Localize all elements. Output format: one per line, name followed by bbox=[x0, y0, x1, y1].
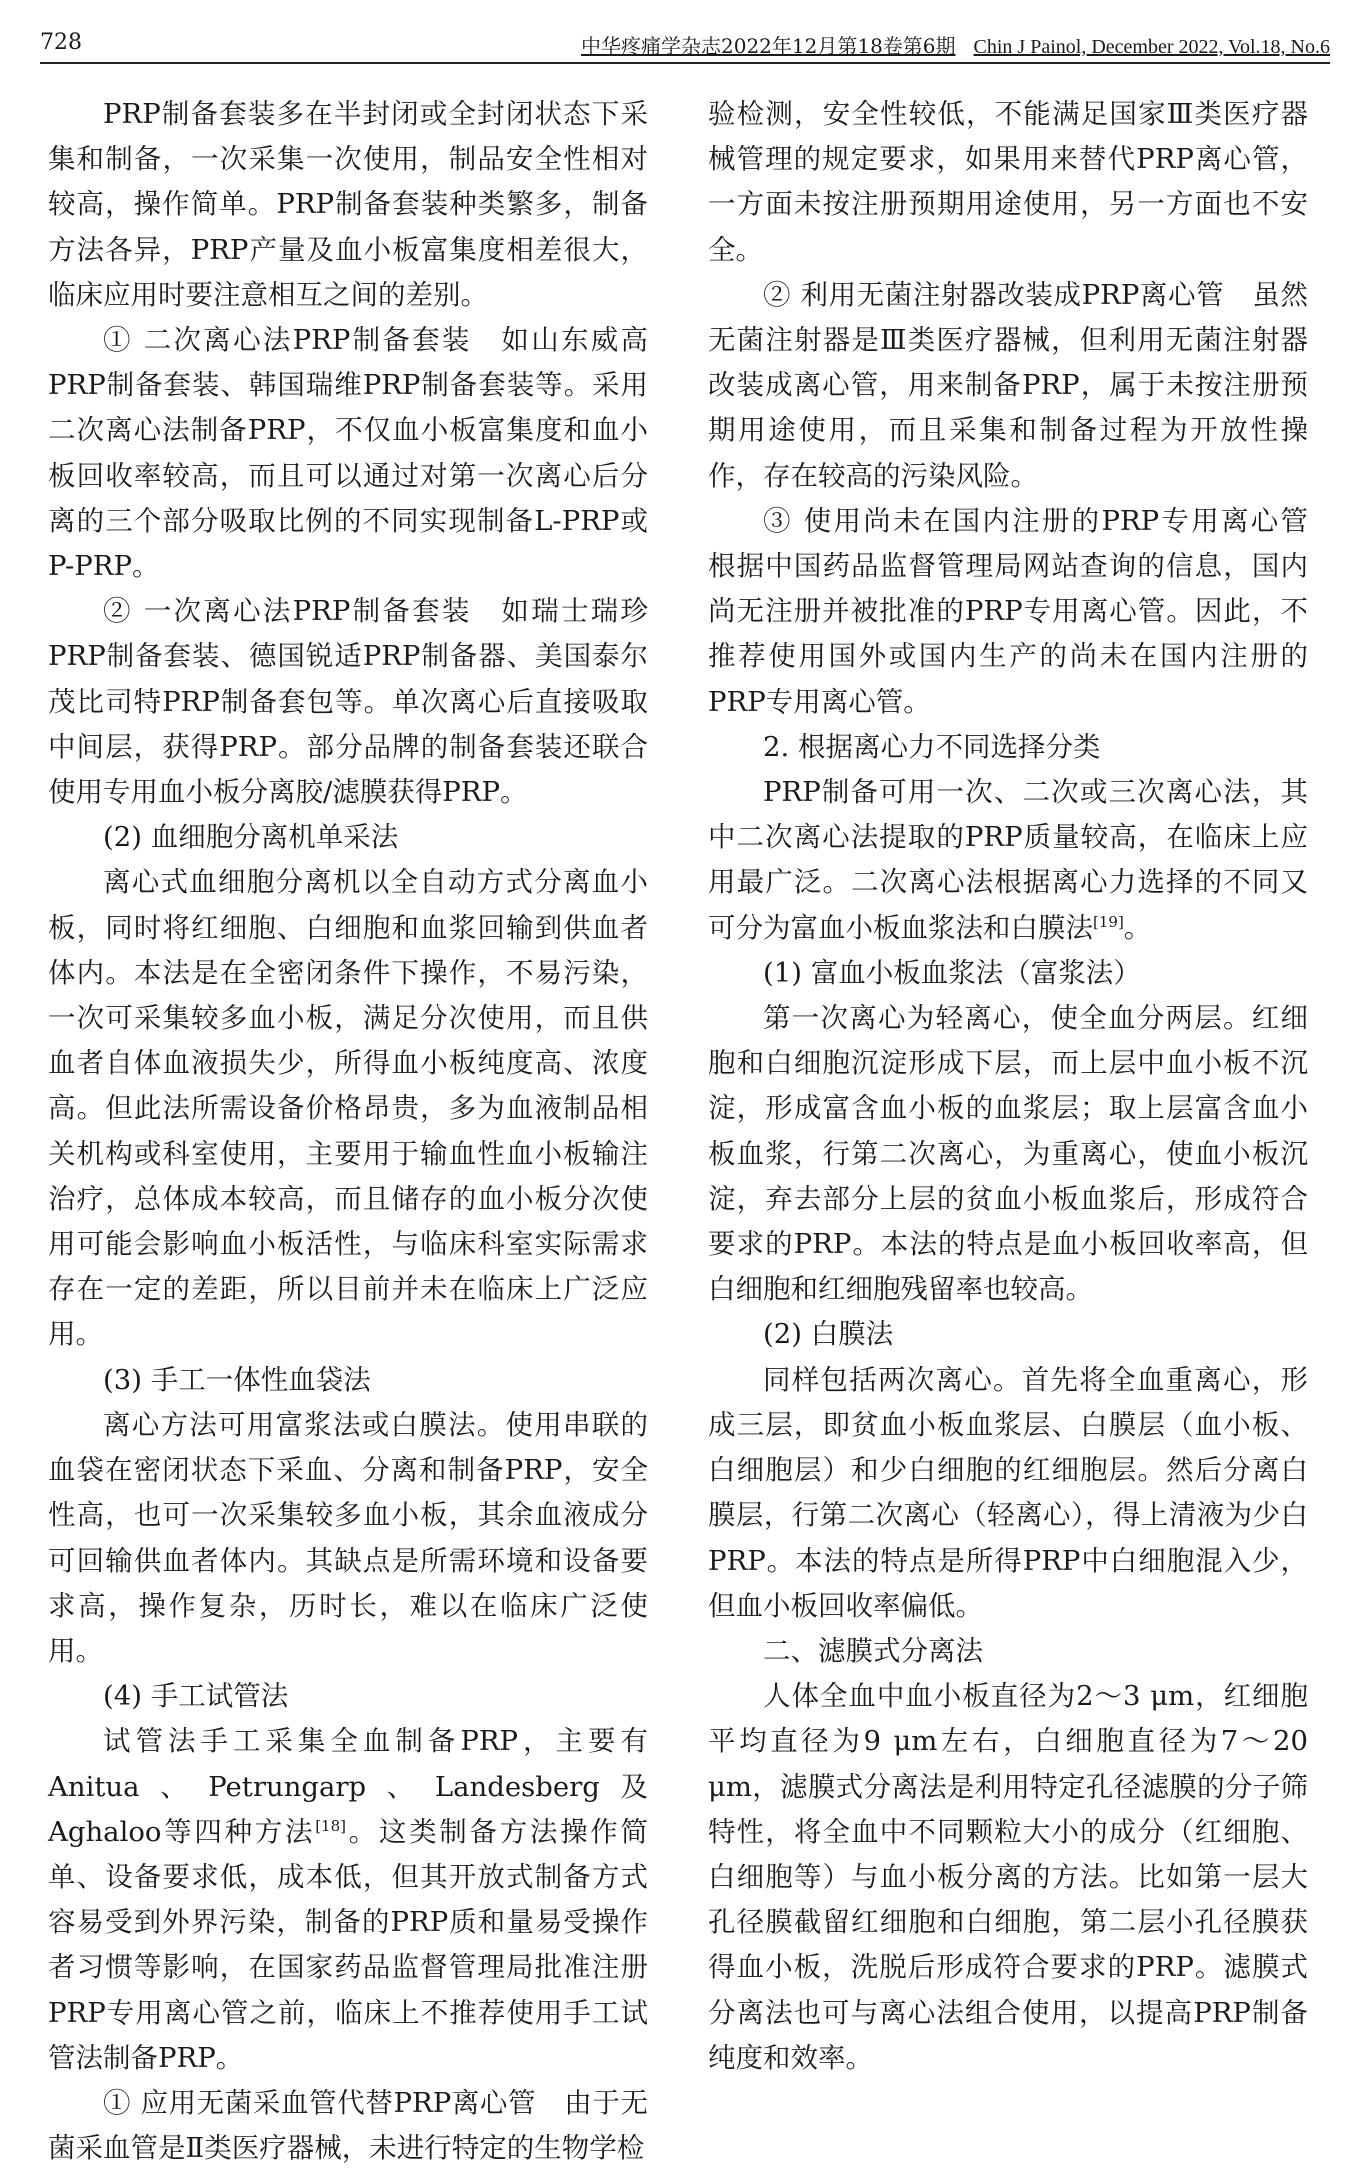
paragraph-filter-method: 人体全血中血小板直径为2～3 μm，红细胞平均直径为9 μm左右，白细胞直径为7～20 μm，滤膜式分离法是利用特定孔径滤膜的分子筛特性，将全血中不同颗粒大小的成分（红细胞、白细胞等）与血小板分离的方法。比如第一层大孔径膜截留红细胞和白细胞，第二层小孔径膜获得血小板，洗脱后形成符合要求的PRP。滤膜式分离法也可与离心法组合使用，以提高PRP制备纯度和效率。 bbox=[708, 1680, 1308, 2074]
paragraph-two-spin-kit: ① 二次离心法PRP制备套装 如山东威高PRP制备套装、韩国瑞维PRP制备套装等。采用二次离心法制备PRP，不仅血小板富集度和血小板回收率较高，而且可以通过对第一次离心后分离的三个部分吸取比例的不同实现制备L-PRP或P-PRP。 bbox=[48, 324, 648, 583]
paragraph-buffy-coat: 同样包括两次离心。首先将全血重离心，形成三层，即贫血小板血浆层、白膜层（血小板、白细胞层）和少白细胞的红细胞层。然后分离白膜层，行第二次离心（轻离心），得上清液为少白PRP。本法的特点是所得PRP中白细胞混入少，但血小板回收率偏低。 bbox=[708, 1363, 1308, 1622]
paragraph-sterile-tube: ① 应用无菌采血管代替PRP离心管 由于无菌采血管是Ⅱ类医疗器械，未进行特定的生物学检 bbox=[48, 2086, 648, 2165]
paragraph-centrifugal-force: PRP制备可用一次、二次或三次离心法，其中二次离心法提取的PRP质量较高，在临床上应用最广泛。二次离心法根据离心力选择的不同又可分为富血小板血浆法和白膜法[19]。 bbox=[708, 776, 1308, 944]
paragraph-unregistered-tube: ③ 使用尚未在国内注册的PRP专用离心管 根据中国药品监督管理局网站查询的信息，国内尚无注册并被批准的PRP专用离心管。因此，不推荐使用国外或国内生产的尚未在国内注册的PRP专用离心管。 bbox=[708, 504, 1336, 718]
paragraph-syringe: ② 利用无菌注射器改装成PRP离心管 虽然无菌注射器是Ⅲ类医疗器械，但利用无菌注射器改装成离心管，用来制备PRP，属于未按注册预期用途使用，而且采集和制备过程为开放性操作，存在较高的污染风险。 bbox=[708, 278, 1308, 492]
journal-name-cn: 中华疼痛学杂志2022年12月第18卷第6期 bbox=[581, 34, 956, 58]
citation-ref-19: [19] bbox=[1093, 912, 1124, 931]
paragraph-one-spin-kit: ② 一次离心法PRP制备套装 如瑞士瑞珍PRP制备套装、德国锐适PRP制备器、美国泰尔茂比司特PRP制备套包等。单次离心后直接吸取中间层，获得PRP。部分品牌的制备套装还联合使用专用血小板分离胶/滤膜获得PRP。 bbox=[48, 595, 648, 809]
right-column bbox=[708, 92, 1336, 2081]
journal-citation bbox=[581, 30, 1330, 59]
paragraph-blood-bag: 离心方法可用富浆法或白膜法。使用串联的血袋在密闭状态下采血、分离和制备PRP，安全性高，也可一次采集较多血小板，其余血液成分可回输供血者体内。其缺点是所需环境和设备要求高，操作复杂，历时长，难以在临床广泛使用。 bbox=[48, 1408, 648, 1667]
paragraph-manual-tube: 试管法手工采集全血制备PRP，主要有Anitua、Petrungarp、Landesberg及Aghaloo等四种方法[18]。这类制备方法操作简单、设备要求低，成本低，但其开放式制备方式容易受到外界污染，制备的PRP质和量易受操作者习惯等影响，在国家药品监督管理局批准注册PRP专用离心管之前，临床上不推荐使用手工试管法制备PRP。 bbox=[48, 1725, 648, 2074]
heading-filter-method: 二、滤膜式分离法 bbox=[763, 1634, 983, 1667]
heading-prp-method: (1) 富血小板血浆法（富浆法） bbox=[763, 956, 1141, 989]
heading-buffy-coat: (2) 白膜法 bbox=[763, 1318, 894, 1351]
heading-manual-tube: (4) 手工试管法 bbox=[103, 1680, 289, 1713]
heading-centrifugal-force: 2. 根据离心力不同选择分类 bbox=[763, 730, 1101, 763]
running-header bbox=[40, 22, 1330, 64]
paragraph-kit-intro: PRP制备套装多在半封闭或全封闭状态下采集和制备，一次采集一次使用，制品安全性相对较高，操作简单。PRP制备套装种类繁多，制备方法各异，PRP产量及血小板富集度相差很大，临床应用时要注意相互之间的差别。 bbox=[48, 98, 648, 311]
heading-cell-separator: (2) 血细胞分离机单采法 bbox=[103, 821, 399, 854]
paragraph-prp-method: 第一次离心为轻离心，使全血分两层。红细胞和白细胞沉淀形成下层，而上层中血小板不沉淀，形成富含血小板的血浆层；取上层富含血小板血浆，行第二次离心，为重离心，使血小板沉淀，弃去部分上层的贫血小板血浆后，形成符合要求的PRP。本法的特点是血小板回收率高，但白细胞和红细胞残留率也较高。 bbox=[708, 1002, 1308, 1306]
citation-ref-18: [18] bbox=[315, 1816, 346, 1835]
heading-blood-bag: (3) 手工一体性血袋法 bbox=[103, 1363, 371, 1396]
paragraph-cell-separator: 离心式血细胞分离机以全自动方式分离血小板，同时将红细胞、白细胞和血浆回输到供血者体内。本法是在全密闭条件下操作，不易污染，一次可采集较多血小板，满足分次使用，而且供血者自体血液损失少，所得血小板纯度高、浓度高。但此法所需设备价格昂贵，多为血液制品相关机构或科室使用，主要用于输血性血小板输注治疗，总体成本较高，而且储存的血小板分次使用可能会影响血小板活性，与临床科室实际需求存在一定的差距，所以目前并未在临床上广泛应用。 bbox=[48, 866, 648, 1351]
paragraph-sterile-tube-cont: 验检测，安全性较低，不能满足国家Ⅲ类医疗器械管理的规定要求，如果用来替代PRP离心管，一方面未按注册预期用途使用，另一方面也不安全。 bbox=[708, 98, 1308, 266]
journal-name-en: Chin J Painol, December 2022, Vol.18, No.6 bbox=[973, 36, 1330, 58]
left-column bbox=[48, 92, 648, 2171]
page-number: 728 bbox=[40, 30, 82, 55]
